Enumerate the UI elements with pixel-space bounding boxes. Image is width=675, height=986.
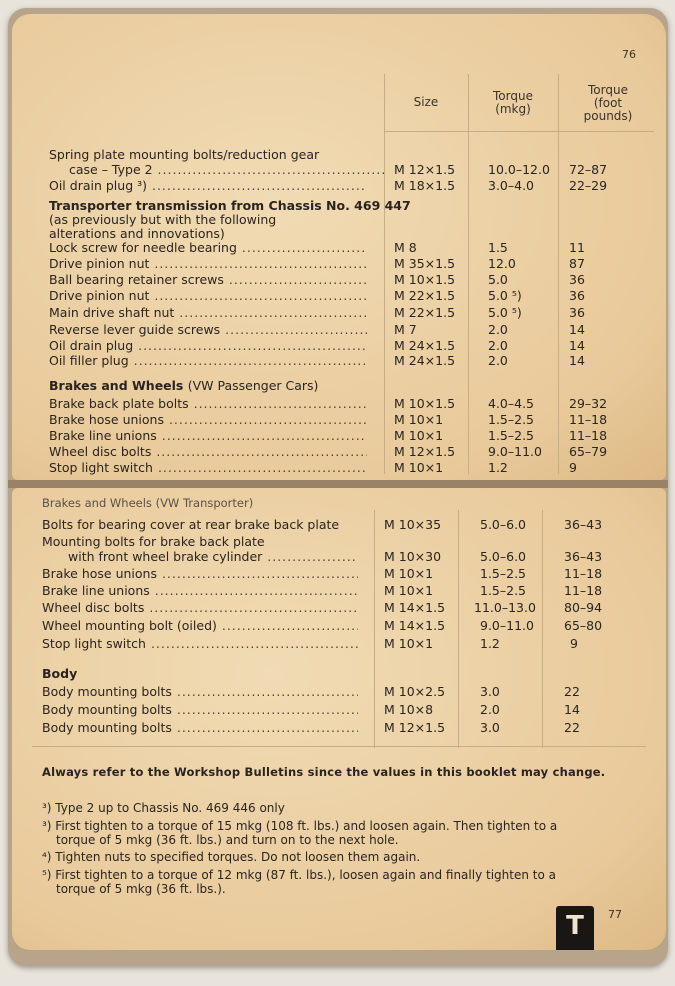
- header-torque-mkg: Torque (mkg): [493, 89, 533, 116]
- table-row: Spring plate mounting bolts/reduction gear: [49, 147, 320, 162]
- footnote: ⁵) First tighten to a torque of 12 mkg (87 ft. lbs.), loosen again and finally tighten to a: [42, 868, 556, 882]
- table-row: Wheel disc bolts ..... M 12×1.5 9.0–11.0 65–79: [12, 444, 666, 460]
- table-row: Oil filler plug ..... M 24×1.5 2.0 14: [12, 353, 666, 369]
- table-row: Body mounting bolts ..... M 12×1.5 3.0 22: [12, 720, 666, 736]
- table-row: Drive pinion nut ..... M 22×1.5 5.0 ⁵) 36: [12, 288, 666, 304]
- table-row: Stop light switch ..... M 10×1 1.2 9: [12, 460, 666, 476]
- table-row: Lock screw for needle bearing ..... M 8 1.5 11: [12, 240, 666, 256]
- section-tab: T: [556, 906, 594, 950]
- header-torque-ft: Torque (foot pounds): [583, 83, 633, 123]
- table-row: Wheel disc bolts ..... M 14×1.5 11.0–13.0 80–94: [12, 600, 666, 616]
- page-fold: [8, 480, 668, 488]
- header-rule: [384, 131, 654, 132]
- warning-text: Always refer to the Workshop Bulletins since the values in this booklet may change.: [42, 765, 606, 779]
- footnote: ⁴) Tighten nuts to specified torques. Do not loosen them again.: [42, 850, 421, 864]
- header-size: Size: [413, 95, 439, 109]
- page-number: 77: [608, 908, 622, 921]
- table-row: Reverse lever guide screws ..... M 7 2.0 14: [12, 322, 666, 338]
- table-row: Oil drain plug ..... M 24×1.5 2.0 14: [12, 338, 666, 354]
- table-row: Oil drain plug ³) ..... M 18×1.5 3.0–4.0 22–29: [12, 178, 666, 194]
- section-heading: Transporter transmission from Chassis No. 469 447: [49, 198, 411, 213]
- table-row: Main drive shaft nut ..... M 22×1.5 5.0 ⁵) 36: [12, 305, 666, 321]
- footnote: ³) Type 2 up to Chassis No. 469 446 only: [42, 801, 285, 815]
- table-row: Mounting bolts for brake back plate: [42, 534, 265, 549]
- page-77: [12, 488, 666, 950]
- table-row: Brake line unions ..... M 10×1 1.5–2.5 11–18: [12, 583, 666, 599]
- section-heading: Brakes and Wheels (VW Transporter): [42, 496, 254, 510]
- page-number: 76: [622, 48, 636, 61]
- section-heading: Body: [42, 666, 78, 681]
- table-row: Body mounting bolts ..... M 10×8 2.0 14: [12, 702, 666, 718]
- page-76: [12, 14, 666, 480]
- section-heading: Brakes and Wheels (VW Passenger Cars): [49, 378, 319, 393]
- table-row: Body mounting bolts ..... M 10×2.5 3.0 22: [12, 684, 666, 700]
- table-row: Brake back plate bolts ..... M 10×1.5 4.0–4.5 29–32: [12, 396, 666, 412]
- table-row: Brake hose unions ..... M 10×1 1.5–2.5 11–18: [12, 412, 666, 428]
- table-row: Wheel mounting bolt (oiled) ..... M 14×1.5 9.0–11.0 65–80: [12, 618, 666, 634]
- table-row: case – Type 2 ..... M 12×1.5 10.0–12.0 72–87: [12, 162, 666, 178]
- footnote: torque of 5 mkg (36 ft. lbs.).: [56, 882, 226, 896]
- table-row: with front wheel brake cylinder ..... M 10×30 5.0–6.0 36–43: [12, 549, 666, 565]
- table-row: Drive pinion nut ..... M 35×1.5 12.0 87: [12, 256, 666, 272]
- table-row: Brake hose unions ..... M 10×1 1.5–2.5 11–18: [12, 566, 666, 582]
- footnote: torque of 5 mkg (36 ft. lbs.) and turn on to the next hole.: [56, 833, 399, 847]
- table-row: Ball bearing retainer screws ..... M 10×1.5 5.0 36: [12, 272, 666, 288]
- section-note: alterations and innovations): [49, 226, 225, 241]
- section-note: (as previously but with the following: [49, 212, 277, 227]
- footnote: ³) First tighten to a torque of 15 mkg (108 ft. lbs.) and loosen again. Then tighten to a: [42, 819, 558, 833]
- table-bottom-rule: [32, 746, 646, 747]
- table-row: Brake line unions ..... M 10×1 1.5–2.5 11–18: [12, 428, 666, 444]
- table-row: Bolts for bearing cover at rear brake back plate M 10×35 5.0–6.0 36–43: [42, 517, 603, 532]
- table-row: Stop light switch ..... M 10×1 1.2 9: [12, 636, 666, 652]
